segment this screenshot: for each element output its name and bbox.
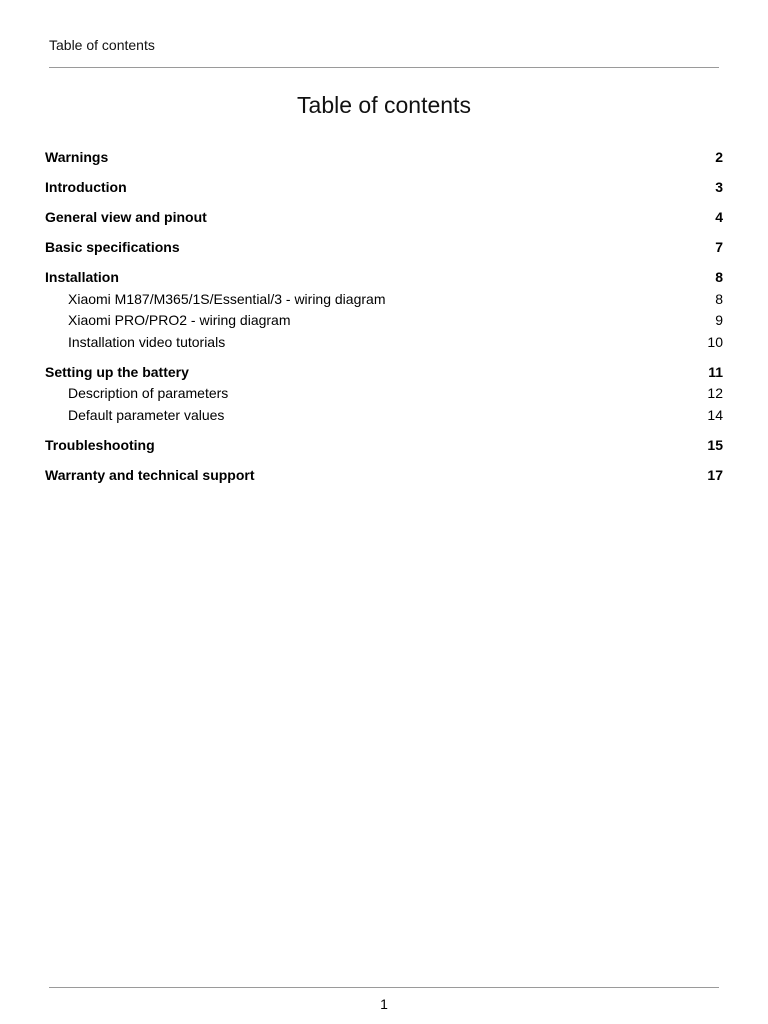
toc-entry[interactable] <box>45 362 723 382</box>
table-of-contents <box>45 147 723 485</box>
toc-entry-label: Installation video tutorials <box>68 333 226 350</box>
toc-subentry[interactable] <box>45 383 723 403</box>
footer-divider <box>49 987 719 988</box>
toc-subentry[interactable] <box>45 289 723 309</box>
toc-entry-label: Introduction <box>45 179 127 195</box>
toc-subentry[interactable] <box>45 332 723 352</box>
header-divider <box>49 67 719 68</box>
toc-entry-page: 10 <box>707 333 723 350</box>
toc-entry[interactable] <box>45 435 723 455</box>
toc-entry-label: Default parameter values <box>68 406 225 423</box>
toc-entry-label: Setting up the battery <box>45 363 189 380</box>
toc-entry-page: 7 <box>715 239 723 255</box>
toc-entry[interactable] <box>45 147 723 167</box>
toc-entry-label: Warnings <box>45 149 109 165</box>
running-header: Table of contents <box>49 37 155 53</box>
toc-entry-page: 8 <box>715 290 723 307</box>
toc-entry-page: 17 <box>707 466 723 483</box>
toc-entry-page: 11 <box>708 363 723 380</box>
toc-entry-page: 15 <box>707 436 723 453</box>
toc-entry[interactable] <box>45 207 723 227</box>
toc-entry-label: General view and pinout <box>45 209 207 225</box>
page-number: 1 <box>380 996 388 1012</box>
toc-subentry[interactable] <box>45 310 723 330</box>
toc-entry-page: 9 <box>715 312 723 328</box>
toc-entry-page: 12 <box>707 385 723 401</box>
toc-entry[interactable] <box>45 177 723 197</box>
toc-subentry[interactable] <box>45 405 723 425</box>
toc-entry-page: 4 <box>715 209 723 225</box>
toc-entry-page: 3 <box>715 179 723 195</box>
toc-entry[interactable] <box>45 267 723 287</box>
toc-entry[interactable] <box>45 465 723 485</box>
toc-entry-label: Basic specifications <box>45 239 180 255</box>
page-title: Table of contents <box>297 92 471 118</box>
toc-entry[interactable] <box>45 237 723 257</box>
toc-entry-page: 14 <box>707 406 723 423</box>
toc-entry-label: Troubleshooting <box>45 436 155 453</box>
toc-entry-label: Installation <box>45 269 119 285</box>
toc-entry-label: Xiaomi PRO/PRO2 - wiring diagram <box>68 312 291 328</box>
toc-entry-page: 8 <box>715 269 723 285</box>
toc-entry-label: Warranty and technical support <box>45 466 255 483</box>
toc-entry-page: 2 <box>715 149 723 165</box>
toc-entry-label: Description of parameters <box>68 385 229 401</box>
toc-entry-label: Xiaomi M187/M365/1S/Essential/3 - wiring diagram <box>68 290 386 307</box>
